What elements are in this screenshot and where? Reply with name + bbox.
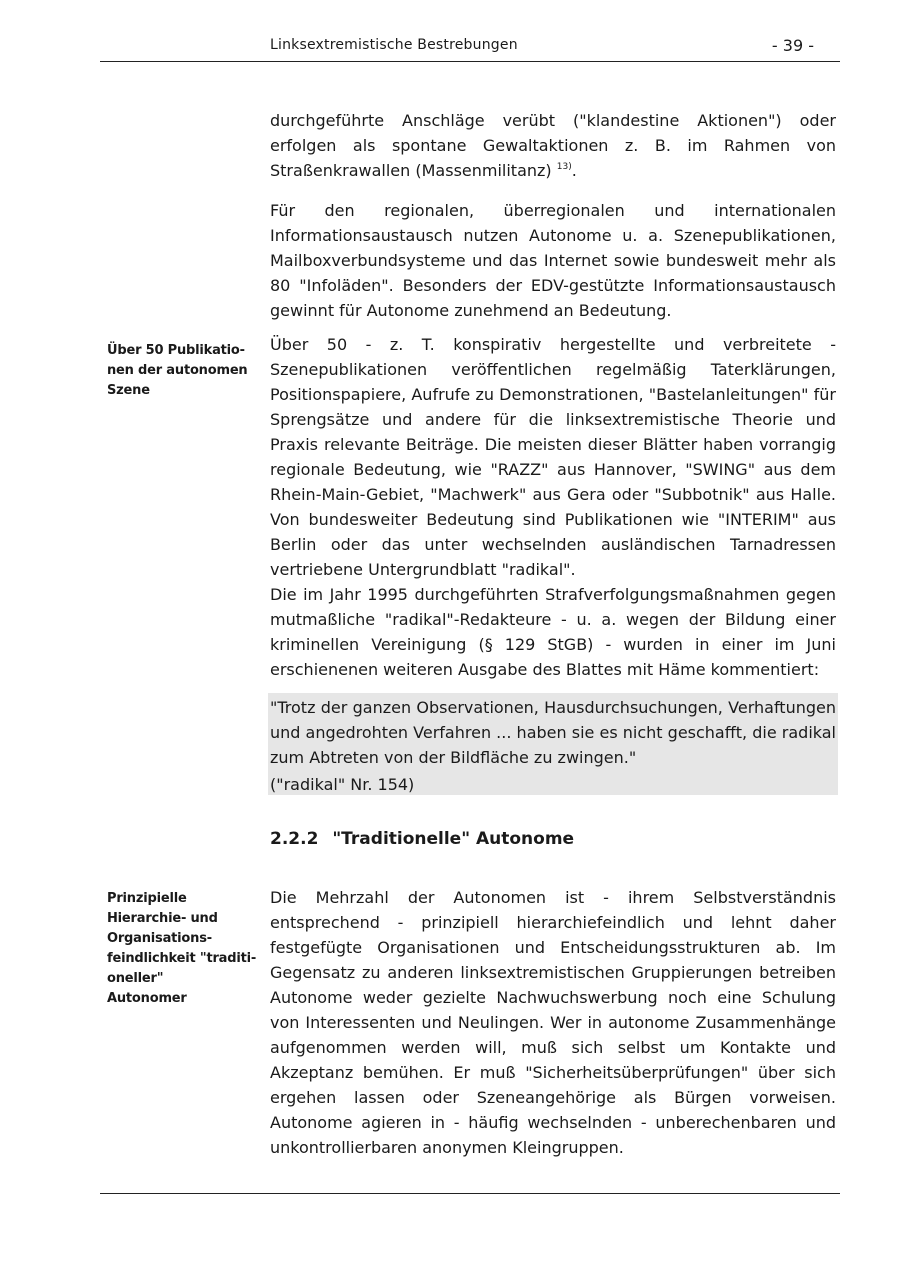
quote-box <box>268 693 838 795</box>
paragraph-1 <box>270 108 836 183</box>
margin-note-hierarchy: Prinzipielle Hierarchie- und Organisations- feindlichkeit "traditi- oneller" Autonomer <box>107 891 257 1006</box>
paragraph-3: Über 50 - z. T. konspirativ hergestellte und verbreitete - Szenepublikationen veröffentlichen regelmäßig Taterklärungen, Positionspapiere, Aufrufe zu Demonstrationen, "Bastelanleitungen" für Sprengsätze und andere für die linksextremistische Theorie und Praxis relevante Beiträge. Die meisten dieser Blätter haben vorrangig regionale Bedeutung, wie "RAZZ" aus Hannover, "SWING" aus dem Rhein-Main-Gebiet, "Machwerk" aus Gera oder "Subbotnik" aus Halle. Von bundesweiter Bedeutung sind Publikationen wie "INTERIM" aus Berlin oder das unter wechselnden ausländischen Tarnadressen vertriebene Untergrundblatt "radikal". <box>270 335 836 579</box>
section-number: 2.2.2 <box>270 829 319 849</box>
paragraph-4: Die im Jahr 1995 durchgeführten Strafverfolgungsmaßnahmen gegen mutmaßliche "radikal"-Redakteure - u. a. wegen der Bildung einer kriminellen Vereinigung (§ 129 StGB) - wurden in einer im Juni erschienenen weiteren Ausgabe des Blattes mit Häme kommentiert: <box>270 585 836 679</box>
margin-note-publications: Über 50 Publikatio- nen der autonomen Szene <box>107 343 248 398</box>
page-number: - 39 - <box>771 36 814 55</box>
paragraph-1-text: durchgeführte Anschläge verübt ("klandestine Aktionen") oder erfolgen als spontane Gewaltaktionen z. B. im Rahmen von Straßenkrawallen (Massenmilitanz) <box>270 111 836 180</box>
footnote-marker[interactable]: 13) <box>556 162 572 172</box>
quote-text: "Trotz der ganzen Observationen, Hausdurchsuchungen, Verhaftungen und angedrohten Verfahren ... haben sie es nicht geschafft, die radikal zum Abtreten von der Bildfläche zu zwingen." <box>270 698 836 767</box>
footer-rule <box>100 1193 840 1194</box>
header-rule <box>100 61 840 62</box>
quote-source: ("radikal" Nr. 154) <box>270 775 415 794</box>
section-title: "Traditionelle" Autonome <box>332 829 575 849</box>
paragraph-1-end: . <box>571 161 577 180</box>
running-header: Linksextremistische Bestrebungen <box>270 37 518 53</box>
section-heading <box>270 829 574 849</box>
paragraph-5: Die Mehrzahl der Autonomen ist - ihrem Selbstverständnis entsprechend - prinzipiell hierarchiefeindlich und lehnt daher festgefügte Organisationen und Entscheidungsstrukturen ab. Im Gegensatz zu anderen linksextremistischen Gruppierungen betreiben Autonome weder gezielte Nachwuchswerbung noch eine Schulung von Interessenten und Neulingen. Wer in autonome Zusammenhänge aufgenommen werden will, muß sich selbst um Kontakte und Akzeptanz bemühen. Er muß "Sicherheitsüberprüfungen" über sich ergehen lassen oder Szeneangehörige als Bürgen vorweisen. Autonome agieren in - häufig wechselnden - unberechenbaren und unkontrollierbaren anonymen Kleingruppen. <box>270 888 836 1157</box>
paragraph-2: Für den regionalen, überregionalen und internationalen Informationsaustausch nutzen Autonome u. a. Szenepublikationen, Mailboxverbundsysteme und das Internet sowie bundesweit mehr als 80 "Infoläden". Besonders der EDV-gestützte Informationsaustausch gewinnt für Autonome zunehmend an Bedeutung. <box>270 201 836 320</box>
